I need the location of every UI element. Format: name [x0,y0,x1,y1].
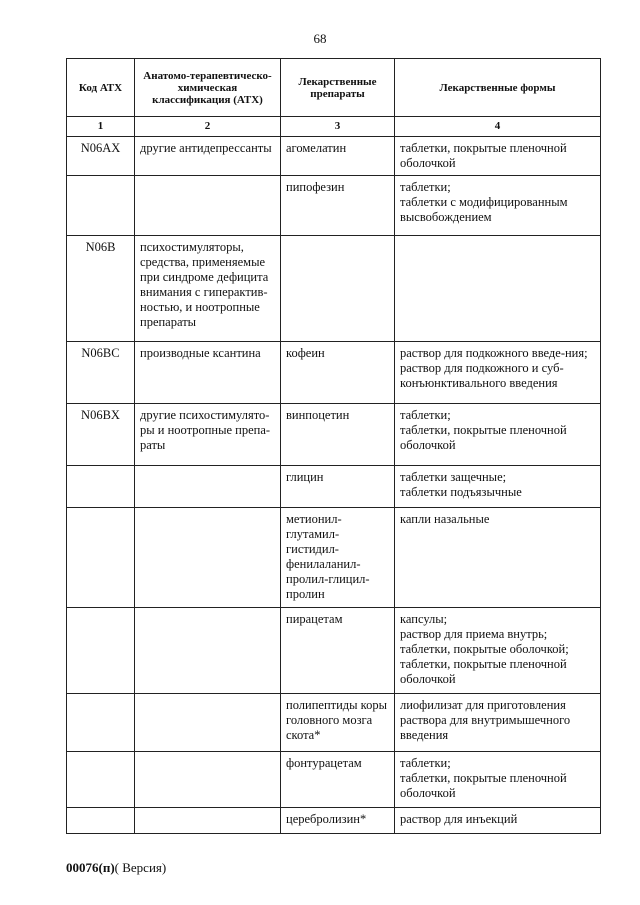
table-row [67,694,601,752]
cell-classification [135,608,281,694]
table-row [67,808,601,834]
cell-code [67,176,135,236]
cell-line: таблетки; [400,180,451,194]
cell-code [67,808,135,834]
cell-drug [281,508,395,608]
cell-line: таблетки, покрытые пленочной оболочкой [400,423,567,452]
cell-line: винпоцетин [286,408,350,422]
column-number: 2 [135,117,281,137]
cell-code [67,342,135,404]
cell-line: таблетки с модифицированным высвобождением [400,195,568,224]
cell-drug [281,466,395,508]
cell-line: раствор для инъекций [400,812,518,826]
cell-line: кофеин [286,346,325,360]
cell-drug [281,808,395,834]
cell-drug [281,608,395,694]
cell-forms [395,808,601,834]
cell-line: таблетки, покрытые оболочкой; [400,642,569,656]
column-number-row [67,117,601,137]
table-row [67,404,601,466]
table-row [67,137,601,176]
cell-drug [281,342,395,404]
cell-line: полипептиды коры головного мозга скота* [286,698,388,742]
cell-line: фонтурацетам [286,756,362,770]
cell-line: пипофезин [286,180,345,194]
table-row [67,608,601,694]
cell-code [67,404,135,466]
cell-line: N06AX [80,141,121,155]
cell-classification [135,176,281,236]
cell-code [67,236,135,342]
cell-drug [281,694,395,752]
cell-line: другие психостимулято-ры и ноотропные препа-раты [140,408,271,452]
cell-classification [135,404,281,466]
cell-drug [281,137,395,176]
cell-classification [135,342,281,404]
cell-line: таблетки подъязычные [400,485,522,499]
cell-line: лиофилизат для приготовления раствора для внутримышечного введения [400,698,571,742]
cell-forms [395,508,601,608]
cell-forms [395,342,601,404]
cell-line: таблетки защечные; [400,470,507,484]
cell-line: другие антидепрессанты [140,141,272,155]
cell-line: производные ксантина [140,346,261,360]
footer-suffix: ( Версия) [114,860,167,875]
cell-classification [135,508,281,608]
table-row [67,508,601,608]
column-number: 4 [395,117,601,137]
cell-line: N06BC [81,346,120,360]
cell-code [67,608,135,694]
header-drugs: Лекарственные препараты [281,59,395,117]
header-code: Код АТХ [67,59,135,117]
cell-classification [135,137,281,176]
cell-line: глицин [286,470,324,484]
cell-line: капли назальные [400,512,490,526]
cell-classification [135,694,281,752]
cell-line: таблетки, покрытые пленочной оболочкой [400,141,567,170]
cell-forms [395,137,601,176]
cell-classification [135,808,281,834]
cell-forms [395,404,601,466]
page-number: 68 [313,31,327,46]
table-row [67,752,601,808]
cell-code [67,137,135,176]
cell-line: таблетки; [400,408,451,422]
cell-code [67,466,135,508]
cell-line: метионил-глутамил-гистидил-фенилаланил-пролил-глицил-пролин [286,512,370,601]
footer [66,860,166,876]
cell-classification [135,236,281,342]
column-number: 3 [281,117,395,137]
cell-line: N06BX [81,408,120,422]
cell-drug [281,404,395,466]
cell-forms [395,236,601,342]
header-classification: Анатомо-терапевтическо-химическая классификация (АТХ) [135,59,281,117]
table-row [67,342,601,404]
cell-drug [281,176,395,236]
cell-line: раствор для подкожного и суб-конъюнктивального введения [400,361,564,390]
cell-code [67,694,135,752]
cell-code [67,508,135,608]
cell-code [67,752,135,808]
cell-line: церебролизин* [286,812,367,826]
table-row [67,466,601,508]
cell-line: капсулы; [400,612,448,626]
footer-code: 00076(п) [66,860,115,875]
table-row [67,236,601,342]
cell-forms [395,176,601,236]
table-row [67,176,601,236]
cell-drug [281,236,395,342]
cell-classification [135,752,281,808]
cell-line: N06B [85,240,116,254]
cell-line: таблетки; [400,756,451,770]
cell-line: пирацетам [286,612,343,626]
cell-line: таблетки, покрытые пленочной оболочкой [400,657,567,686]
cell-forms [395,752,601,808]
cell-line: раствор для приема внутрь; [400,627,548,641]
drug-table [66,58,601,834]
cell-drug [281,752,395,808]
table-body [67,137,601,834]
cell-line: раствор для подкожного введе-ния; [400,346,588,360]
cell-forms [395,694,601,752]
cell-line: агомелатин [286,141,347,155]
column-number: 1 [67,117,135,137]
header-row [67,59,601,117]
cell-line: психостимуляторы, средства, применяемые при синдроме дефицита внимания с гиперактив-ностью, и ноотропные препараты [140,240,269,329]
cell-classification [135,466,281,508]
header-forms: Лекарственные формы [395,59,601,117]
cell-forms [395,466,601,508]
cell-forms [395,608,601,694]
cell-line: таблетки, покрытые пленочной оболочкой [400,771,567,800]
